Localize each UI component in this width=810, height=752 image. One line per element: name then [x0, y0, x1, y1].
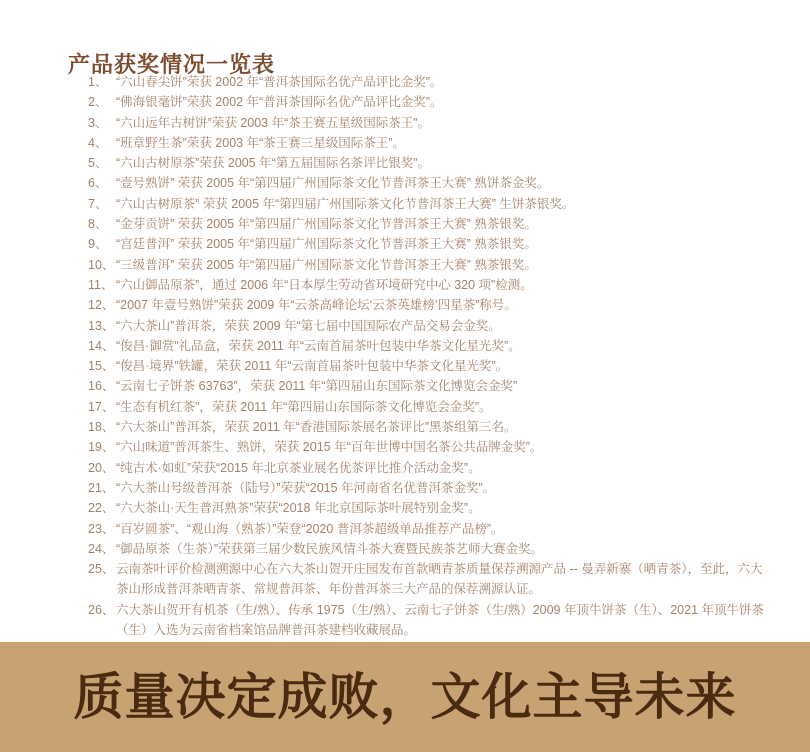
list-item-text: “纯古术·如虹”荣获“2015 年北京茶业展名优茶评比推介活动金奖”。 [116, 460, 481, 475]
list-item [88, 214, 766, 234]
list-item [88, 458, 766, 478]
list-item-number: 14、 [88, 338, 115, 353]
list-item-number: 15、 [88, 359, 115, 374]
list-item-text: 六大茶山贺开有机茶（生/熟）、传承 1975（生/熟）、云南七子饼茶（生/熟）2009 年顶牛饼茶（生）、2021 年顶牛饼茶（生）入选为云南省档案馆品牌普洱茶建档收藏展品。 [116, 602, 765, 638]
list-item-number: 2、 [88, 95, 108, 110]
list-item-text: “六山御品原茶”，通过 2006 年“日本厚生劳动省环境研究中心 320 项”检测。 [116, 277, 533, 292]
list-item-number: 7、 [88, 196, 108, 211]
list-item-text: “佛海银毫饼”荣获 2002 年“普洱茶国际名优产品评比金奖”。 [116, 95, 443, 110]
list-item-number: 26、 [88, 602, 115, 617]
list-item-number: 20、 [88, 460, 115, 475]
list-item-number: 5、 [88, 156, 108, 171]
list-item [88, 72, 766, 92]
list-item [88, 92, 766, 112]
list-item-text: “生态有机红茶”，荣获 2011 年“第四届山东国际茶文化博览会金奖”。 [116, 399, 492, 414]
list-item [88, 519, 766, 539]
page-title: 产品获奖情况一览表 [68, 51, 276, 77]
list-item-text: “三级普洱” 荣获 2005 年“第四届广州国际茶文化节普洱茶王大赛” 熟茶银奖。 [116, 257, 537, 272]
bottom-slogan-banner [0, 642, 810, 752]
list-item-number: 10、 [88, 257, 115, 272]
list-item-text: “宫廷普洱” 荣获 2005 年“第四届广州国际茶文化节普洱茶王大赛” 熟茶银奖。 [116, 237, 537, 252]
award-list [88, 72, 766, 640]
list-item-text: “2007 年壹号熟饼”荣获 2009 年“云茶高峰论坛‘云茶英雄榜’四星茶”称号。 [116, 298, 517, 313]
list-item [88, 275, 766, 295]
list-item [88, 194, 766, 214]
list-item-text: “百岁圆茶”、“观山海（熟茶）”荣登“2020 普洱茶超级单品推荐产品榜”。 [116, 521, 504, 536]
list-item-text: “六山古树原茶”荣获 2005 年“第五届国际名茶评比银奖”。 [116, 156, 430, 171]
list-item [88, 356, 766, 376]
list-item [88, 234, 766, 254]
list-item [88, 559, 766, 600]
list-item [88, 539, 766, 559]
list-item-text: “六山味道”普洱茶生、熟饼，荣获 2015 年“百年世博中国名茶公共品牌金奖”。 [116, 440, 543, 455]
list-item-text: “班章野生茶”荣获 2003 年“茶王赛三星级国际茶王”。 [116, 135, 405, 150]
list-item-text: “六大茶山·天生普洱熟茶”荣获“2018 年北京国际茶叶展特别金奖”。 [116, 501, 481, 516]
slogan-text: 质量决定成败，文化主导未来 [73, 669, 737, 725]
list-item-text: “御品原茶（生茶）”荣获第三届少数民族风情斗茶大赛暨民族茶艺师大赛金奖。 [116, 541, 544, 556]
list-item [88, 133, 766, 153]
list-item-number: 9、 [88, 237, 108, 252]
list-item-number: 22、 [88, 501, 115, 516]
list-item-number: 12、 [88, 298, 115, 313]
list-item [88, 336, 766, 356]
list-item-number: 25、 [88, 562, 115, 577]
list-item [88, 295, 766, 315]
list-item-number: 13、 [88, 318, 115, 333]
list-item-number: 18、 [88, 420, 115, 435]
list-item [88, 600, 766, 641]
list-item-text: “六大茶山”普洱茶，荣获 2009 年“第七届中国国际农产品交易会金奖。 [116, 318, 501, 333]
list-item-text: “六大茶山”普洱茶，荣获 2011 年“香港国际茶展名茶评比”黑茶组第三名。 [116, 420, 517, 435]
list-item [88, 437, 766, 457]
list-item-text: “六山春尖饼”荣获 2002 年“普洱茶国际名优产品评比金奖”。 [116, 75, 443, 89]
list-item-number: 6、 [88, 176, 108, 191]
list-item [88, 153, 766, 173]
list-item-text: “俊昌·境界”铁罐，荣获 2011 年“云南首届茶叶包装中华茶文化星光奖”。 [116, 359, 509, 374]
list-item [88, 173, 766, 193]
list-item-text: “俊昌·御赏”礼品盒，荣获 2011 年“云南首届茶叶包装中华茶文化星光奖”。 [116, 338, 521, 353]
list-item-text: “云南七子饼茶 63763”，荣获 2011 年“第四届山东国际茶文化博览会金奖” [116, 379, 518, 394]
list-item-number: 16、 [88, 379, 115, 394]
list-item-number: 1、 [88, 75, 108, 89]
list-item [88, 255, 766, 275]
list-item-number: 19、 [88, 440, 115, 455]
list-item-text: “壹号熟饼” 荣获 2005 年“第四届广州国际茶文化节普洱茶王大赛” 熟饼茶金奖。 [116, 176, 550, 191]
list-item-number: 11、 [88, 277, 114, 292]
list-item-number: 3、 [88, 115, 108, 130]
list-item [88, 478, 766, 498]
list-item-number: 17、 [88, 399, 115, 414]
list-item-text: “六山远年古树饼”荣获 2003 年“茶王赛五星级国际茶王”。 [116, 115, 430, 130]
list-item-number: 8、 [88, 217, 108, 232]
list-item [88, 376, 766, 396]
list-item-number: 24、 [88, 541, 115, 556]
list-item-text: 云南茶叶评价检测溯源中心在六大茶山贺开庄园发布首款晒青茶质量保荐溯源产品 -- 曼弄新寨（晒青茶），至此，六大茶山形成普洱茶晒青茶、常规普洱茶、年份普洱茶三大产品的保荐溯源认证。 [116, 562, 763, 597]
list-item-text: “六山古树原茶” 荣获 2005 年“第四届广州国际茶文化节普洱茶王大赛” 生饼茶银奖。 [116, 196, 575, 211]
list-item-number: 21、 [88, 480, 115, 495]
list-item-text: “金芽贡饼” 荣获 2005 年“第四届广州国际茶文化节普洱茶王大赛” 熟茶银奖。 [116, 217, 537, 232]
list-item [88, 417, 766, 437]
list-item [88, 397, 766, 417]
list-item [88, 498, 766, 518]
list-item-text: “六大茶山号级普洱茶（陆号）”荣获“2015 年河南省名优普洱茶金奖”。 [116, 480, 496, 495]
list-item [88, 113, 766, 133]
list-item-number: 4、 [88, 135, 108, 150]
list-item-number: 23、 [88, 521, 115, 536]
list-item [88, 316, 766, 336]
